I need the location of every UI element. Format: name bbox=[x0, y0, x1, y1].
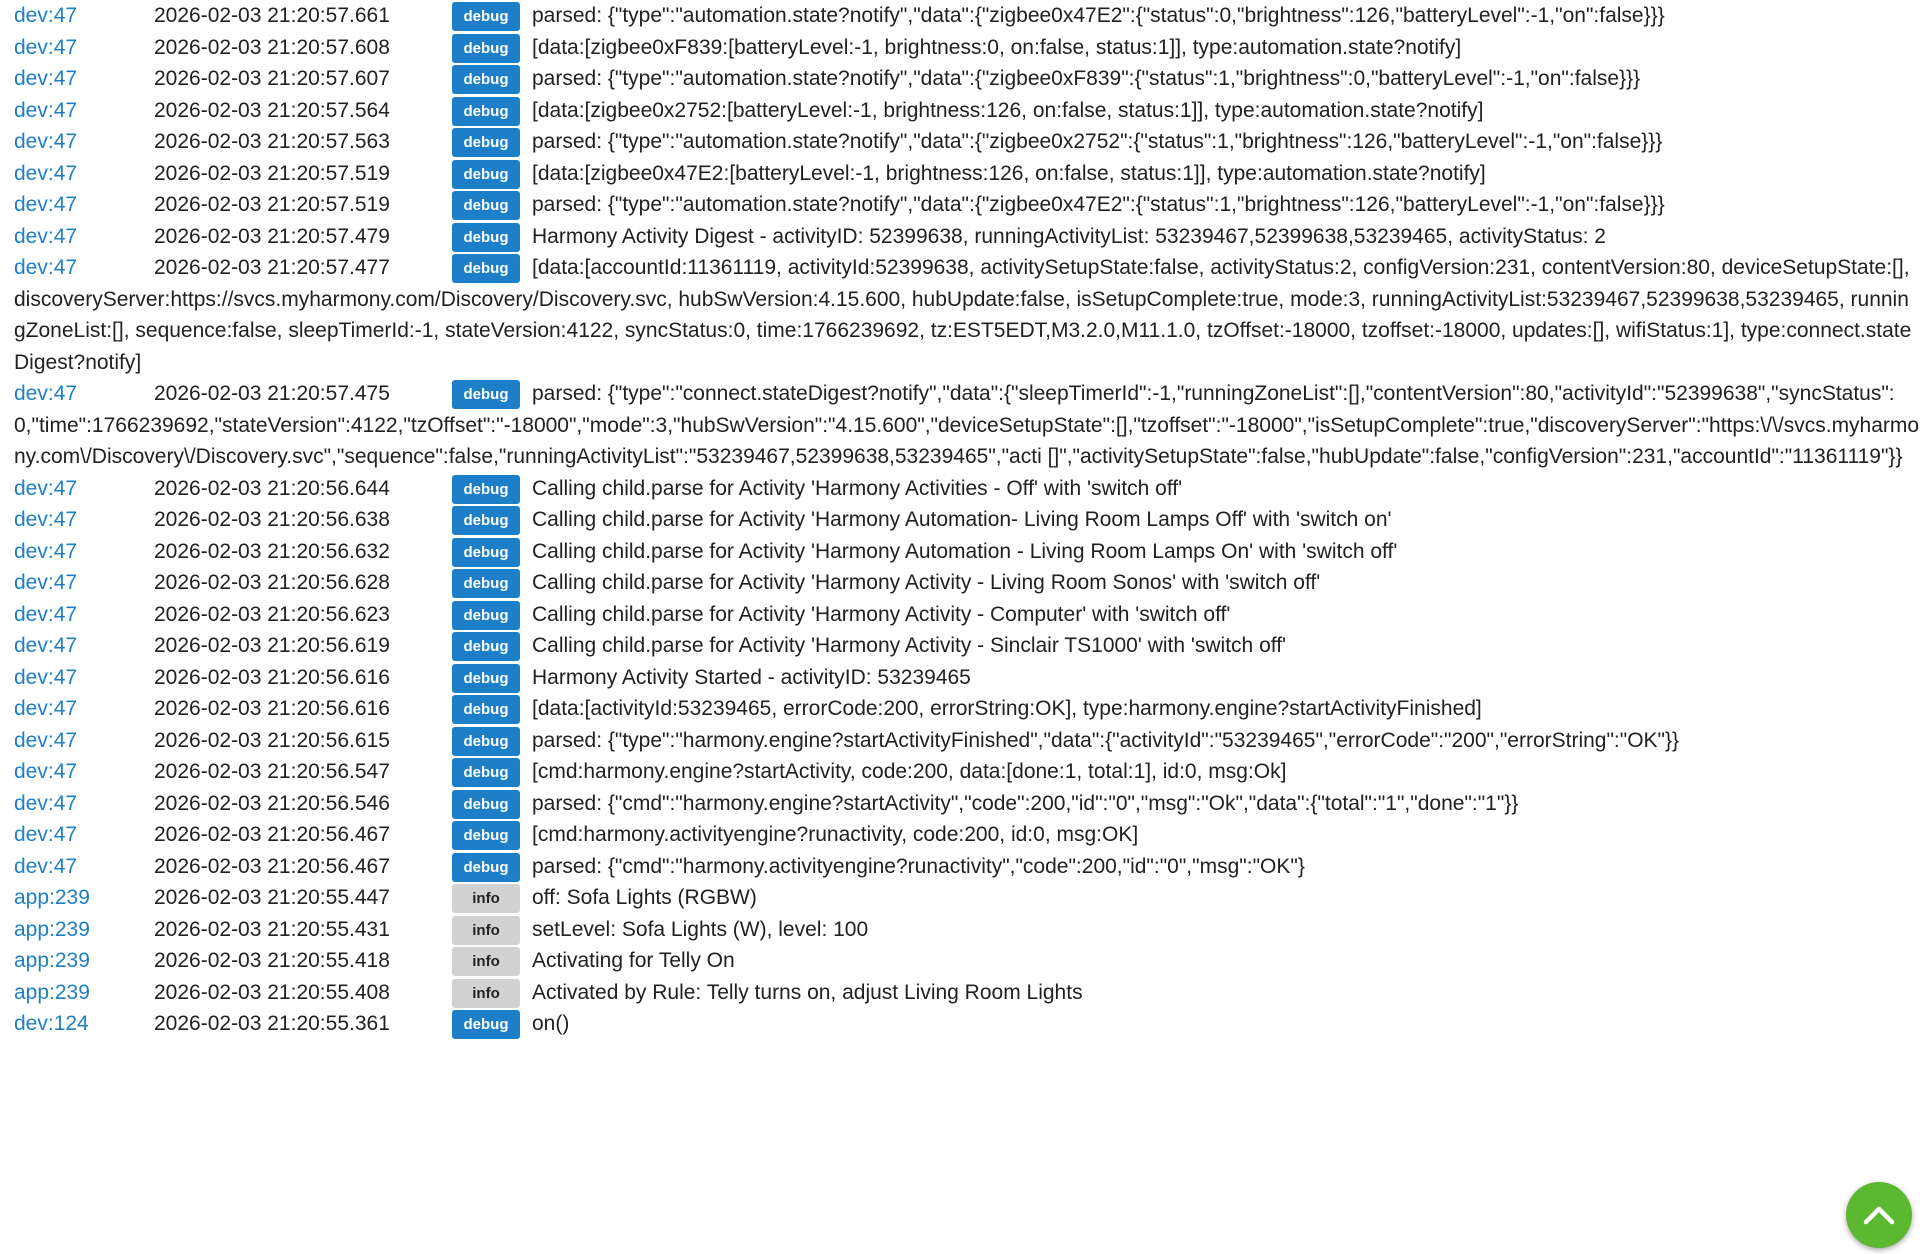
log-message: Calling child.parse for Activity 'Harmony Activity - Sinclair TS1000' with 'switch off' bbox=[532, 634, 1287, 657]
log-timestamp: 2026-02-03 21:20:56.546 bbox=[154, 791, 390, 815]
log-source-link[interactable]: dev:47 bbox=[14, 4, 78, 27]
log-source-link[interactable]: dev:47 bbox=[14, 476, 78, 500]
log-timestamp: 2026-02-03 21:20:56.638 bbox=[154, 508, 390, 531]
log-entry bbox=[0, 189, 1920, 221]
log-timestamp: 2026-02-03 21:20:57.563 bbox=[154, 130, 390, 153]
log-source-link[interactable]: dev:47 bbox=[14, 602, 78, 626]
log-message: setLevel: Sofa Lights (W), level: 100 bbox=[532, 917, 869, 941]
log-source-link[interactable]: dev:47 bbox=[14, 571, 78, 594]
log-message: [cmd:harmony.engine?startActivity, code:200, data:[done:1, total:1], id:0, msg:Ok] bbox=[532, 760, 1287, 783]
log-message: on() bbox=[532, 1012, 570, 1035]
log-entry bbox=[0, 882, 1920, 914]
log-source-link[interactable]: dev:47 bbox=[14, 791, 78, 815]
log-timestamp: 2026-02-03 21:20:55.361 bbox=[154, 1012, 390, 1035]
log-timestamp: 2026-02-03 21:20:55.408 bbox=[154, 980, 390, 1004]
log-level-badge[interactable]: info bbox=[452, 884, 520, 913]
log-source-link[interactable]: dev:47 bbox=[14, 98, 78, 122]
log-source-link[interactable]: dev:47 bbox=[14, 539, 78, 563]
log-message: parsed: {"cmd":"harmony.engine?startActivity","code":200,"id":"0","msg":"Ok","data":{"total":"1","done":"1"}} bbox=[532, 791, 1519, 815]
log-entry bbox=[0, 221, 1920, 253]
log-timestamp: 2026-02-03 21:20:56.619 bbox=[154, 634, 390, 657]
log-message: parsed: {"type":"harmony.engine?startActivityFinished","data":{"activityId":"53239465","errorCode":"200","errorString":"OK"}} bbox=[532, 728, 1680, 752]
log-level-badge[interactable]: debug bbox=[452, 569, 520, 598]
log-timestamp: 2026-02-03 21:20:57.564 bbox=[154, 98, 390, 122]
log-message: Activating for Telly On bbox=[532, 949, 735, 972]
log-message: Calling child.parse for Activity 'Harmony Activity - Computer' with 'switch off' bbox=[532, 602, 1231, 626]
log-timestamp: 2026-02-03 21:20:56.632 bbox=[154, 539, 390, 563]
log-source-link[interactable]: app:239 bbox=[14, 917, 90, 941]
log-level-badge[interactable]: debug bbox=[452, 160, 520, 189]
log-entry bbox=[0, 788, 1920, 820]
log-message: Calling child.parse for Activity 'Harmony Activities - Off' with 'switch off' bbox=[532, 476, 1183, 500]
log-timestamp: 2026-02-03 21:20:56.623 bbox=[154, 602, 390, 626]
log-message: parsed: {"type":"automation.state?notify","data":{"zigbee0x47E2":{"status":1,"brightness":126,"batteryLevel":-1,"on":false}}} bbox=[532, 193, 1665, 216]
log-message: Harmony Activity Digest - activityID: 52399638, runningActivityList: 53239467,52399638,53239465, activityStatus: 2 bbox=[532, 224, 1606, 248]
log-level-badge[interactable]: debug bbox=[452, 664, 520, 693]
log-message: off: Sofa Lights (RGBW) bbox=[532, 886, 757, 909]
log-timestamp: 2026-02-03 21:20:56.628 bbox=[154, 571, 390, 594]
log-message: [data:[zigbee0xF839:[batteryLevel:-1, brightness:0, on:false, status:1]], type:automation.state?notify] bbox=[532, 35, 1462, 59]
log-timestamp: 2026-02-03 21:20:55.418 bbox=[154, 949, 390, 972]
log-entry bbox=[0, 63, 1920, 95]
log-entry bbox=[0, 756, 1920, 788]
log-level-badge[interactable]: debug bbox=[452, 65, 520, 94]
log-source-link[interactable]: dev:47 bbox=[14, 854, 78, 878]
log-source-link[interactable]: app:239 bbox=[14, 886, 90, 909]
log-entry bbox=[0, 1008, 1920, 1040]
log-message: [data:[zigbee0x2752:[batteryLevel:-1, brightness:126, on:false, status:1]], type:automation.state?notify] bbox=[532, 98, 1484, 122]
log-timestamp: 2026-02-03 21:20:57.475 bbox=[154, 382, 390, 405]
log-level-badge[interactable]: debug bbox=[452, 695, 520, 724]
log-entry bbox=[0, 378, 1920, 473]
log-message: parsed: {"type":"automation.state?notify","data":{"zigbee0xF839":{"status":1,"brightness":0,"batteryLevel":-1,"on":false}}} bbox=[532, 67, 1641, 90]
log-source-link[interactable]: dev:47 bbox=[14, 224, 78, 248]
log-level-badge[interactable]: debug bbox=[452, 128, 520, 157]
chevron-up-icon bbox=[1859, 1195, 1899, 1235]
log-message: [data:[zigbee0x47E2:[batteryLevel:-1, brightness:126, on:false, status:1]], type:automation.state?notify] bbox=[532, 161, 1486, 185]
log-source-link[interactable]: dev:124 bbox=[14, 1012, 89, 1035]
log-entry bbox=[0, 32, 1920, 64]
log-timestamp: 2026-02-03 21:20:55.431 bbox=[154, 917, 390, 941]
log-timestamp: 2026-02-03 21:20:56.616 bbox=[154, 665, 390, 689]
log-level-badge[interactable]: debug bbox=[452, 97, 520, 126]
log-entry bbox=[0, 630, 1920, 662]
log-level-badge[interactable]: debug bbox=[452, 191, 520, 220]
log-source-link[interactable]: dev:47 bbox=[14, 382, 78, 405]
log-level-badge[interactable]: debug bbox=[452, 2, 520, 31]
log-timestamp: 2026-02-03 21:20:57.479 bbox=[154, 224, 390, 248]
log-level-badge[interactable]: debug bbox=[452, 475, 520, 504]
log-timestamp: 2026-02-03 21:20:55.447 bbox=[154, 886, 390, 909]
log-source-link[interactable]: dev:47 bbox=[14, 67, 78, 90]
log-level-badge[interactable]: debug bbox=[452, 758, 520, 787]
log-entry bbox=[0, 945, 1920, 977]
log-timestamp: 2026-02-03 21:20:57.519 bbox=[154, 161, 390, 185]
log-level-badge[interactable]: debug bbox=[452, 506, 520, 535]
log-level-badge[interactable]: debug bbox=[452, 727, 520, 756]
log-message: [data:[accountId:11361119, activityId:52399638, activitySetupState:false, activityStatus:2, configVersion:231, contentVersion:80, deviceSetupState:[], discoveryServer:https://svcs.myharmony.com/Discovery/Discovery.svc, hubSwVersion:4.15.600, hubUpdate:false, isSetupComplete:true, mode:3, runningActivityList:53239467,52399638,53239465, runningZoneList:[], sequence:false, sleepTimerId:-1, stateVersion:4122, syncStatus:0, time:1766239692, tz:EST5EDT,M3.2.0,M11.1.0, tzOffset:-18000, tzoffset:-18000, updates:[], wifiStatus:1], type:connect.stateDigest?notify] bbox=[14, 256, 1912, 374]
log-source-link[interactable]: app:239 bbox=[14, 949, 90, 972]
log-timestamp: 2026-02-03 21:20:56.547 bbox=[154, 760, 390, 783]
log-timestamp: 2026-02-03 21:20:57.608 bbox=[154, 35, 390, 59]
log-message: parsed: {"type":"automation.state?notify","data":{"zigbee0x2752":{"status":1,"brightness":126,"batteryLevel":-1,"on":false}}} bbox=[532, 130, 1663, 153]
log-timestamp: 2026-02-03 21:20:57.519 bbox=[154, 193, 390, 216]
log-message: Calling child.parse for Activity 'Harmony Activity - Living Room Sonos' with 'switch off' bbox=[532, 571, 1321, 594]
log-message: parsed: {"cmd":"harmony.activityengine?runactivity","code":200,"id":"0","msg":"OK"} bbox=[532, 854, 1305, 878]
log-entry bbox=[0, 567, 1920, 599]
log-source-link[interactable]: dev:47 bbox=[14, 760, 78, 783]
log-timestamp: 2026-02-03 21:20:56.644 bbox=[154, 476, 390, 500]
log-entry bbox=[0, 126, 1920, 158]
log-entry bbox=[0, 977, 1920, 1009]
log-level-badge[interactable]: debug bbox=[452, 790, 520, 819]
log-level-badge[interactable]: debug bbox=[452, 1010, 520, 1039]
log-level-badge[interactable]: debug bbox=[452, 380, 520, 409]
log-entry bbox=[0, 473, 1920, 505]
log-entry bbox=[0, 536, 1920, 568]
log-message: parsed: {"type":"connect.stateDigest?notify","data":{"sleepTimerId":-1,"runningZoneList":[],"contentVersion":80,"activityId":"52399638","syncStatus":0,"time":1766239692,"stateVersion":4122,"tzOffset":"-18000","mode":3,"hubSwVersion":"4.15.600","deviceSetupState":[],"tzoffset":"-18000","isSetupComplete":true,"discoveryServer":"https:\/\/svcs.myharmony.com\/Discovery\/Discovery.svc","sequence":false,"runningActivityList":"53239467,52399638,53239465","acti []","activitySetupState":false,"hubUpdate":false,"configVersion":231,"accountId":"11361119"}} bbox=[14, 382, 1920, 468]
log-timestamp: 2026-02-03 21:20:56.467 bbox=[154, 823, 390, 846]
log-level-badge[interactable]: debug bbox=[452, 821, 520, 850]
log-timestamp: 2026-02-03 21:20:57.607 bbox=[154, 67, 390, 90]
log-source-link[interactable]: app:239 bbox=[14, 980, 90, 1004]
scroll-to-top-button[interactable] bbox=[1846, 1182, 1912, 1248]
log-source-link[interactable]: dev:47 bbox=[14, 193, 78, 216]
log-message: [data:[activityId:53239465, errorCode:200, errorString:OK], type:harmony.engine?startActivityFinished] bbox=[532, 697, 1482, 720]
log-entry bbox=[0, 851, 1920, 883]
log-source-link[interactable]: dev:47 bbox=[14, 697, 78, 720]
log-level-badge[interactable]: debug bbox=[452, 538, 520, 567]
log-level-badge[interactable]: debug bbox=[452, 601, 520, 630]
log-source-link[interactable]: dev:47 bbox=[14, 130, 78, 153]
log-entry bbox=[0, 693, 1920, 725]
log-timestamp: 2026-02-03 21:20:56.467 bbox=[154, 854, 390, 878]
log-entry bbox=[0, 599, 1920, 631]
log-level-badge[interactable]: info bbox=[452, 947, 520, 976]
log-message: [cmd:harmony.activityengine?runactivity, code:200, id:0, msg:OK] bbox=[532, 823, 1139, 846]
log-entry bbox=[0, 725, 1920, 757]
log-timestamp: 2026-02-03 21:20:56.615 bbox=[154, 728, 390, 752]
log-timestamp: 2026-02-03 21:20:56.616 bbox=[154, 697, 390, 720]
log-level-badge[interactable]: info bbox=[452, 916, 520, 945]
log-source-link[interactable]: dev:47 bbox=[14, 665, 78, 689]
log-entry bbox=[0, 504, 1920, 536]
log-level-badge[interactable]: info bbox=[452, 979, 520, 1008]
log-level-badge[interactable]: debug bbox=[452, 632, 520, 661]
log-entry bbox=[0, 914, 1920, 946]
log-source-link[interactable]: dev:47 bbox=[14, 256, 78, 279]
log-timestamp: 2026-02-03 21:20:57.477 bbox=[154, 256, 390, 279]
log-message: parsed: {"type":"automation.state?notify","data":{"zigbee0x47E2":{"status":0,"brightness":126,"batteryLevel":-1,"on":false}}} bbox=[532, 4, 1665, 27]
log-entry bbox=[0, 158, 1920, 190]
log-message: Calling child.parse for Activity 'Harmony Automation - Living Room Lamps On' with 'switch off' bbox=[532, 539, 1398, 563]
log-entry bbox=[0, 819, 1920, 851]
log-message: Harmony Activity Started - activityID: 53239465 bbox=[532, 665, 971, 689]
log-level-badge[interactable]: debug bbox=[452, 853, 520, 882]
log-message: Activated by Rule: Telly turns on, adjust Living Room Lights bbox=[532, 980, 1083, 1004]
log-message: Calling child.parse for Activity 'Harmony Automation- Living Room Lamps Off' with 'switch on' bbox=[532, 508, 1392, 531]
log-source-link[interactable]: dev:47 bbox=[14, 634, 78, 657]
log-entry bbox=[0, 252, 1920, 378]
log-source-link[interactable]: dev:47 bbox=[14, 35, 78, 59]
log-source-link[interactable]: dev:47 bbox=[14, 823, 78, 846]
log-entry bbox=[0, 95, 1920, 127]
log-source-link[interactable]: dev:47 bbox=[14, 508, 78, 531]
log-level-badge[interactable]: debug bbox=[452, 34, 520, 63]
log-timestamp: 2026-02-03 21:20:57.661 bbox=[154, 4, 390, 27]
log-entry bbox=[0, 0, 1920, 32]
log-level-badge[interactable]: debug bbox=[452, 223, 520, 252]
log-level-badge[interactable]: debug bbox=[452, 254, 520, 283]
log-entry bbox=[0, 662, 1920, 694]
log-source-link[interactable]: dev:47 bbox=[14, 728, 78, 752]
log-source-link[interactable]: dev:47 bbox=[14, 161, 78, 185]
